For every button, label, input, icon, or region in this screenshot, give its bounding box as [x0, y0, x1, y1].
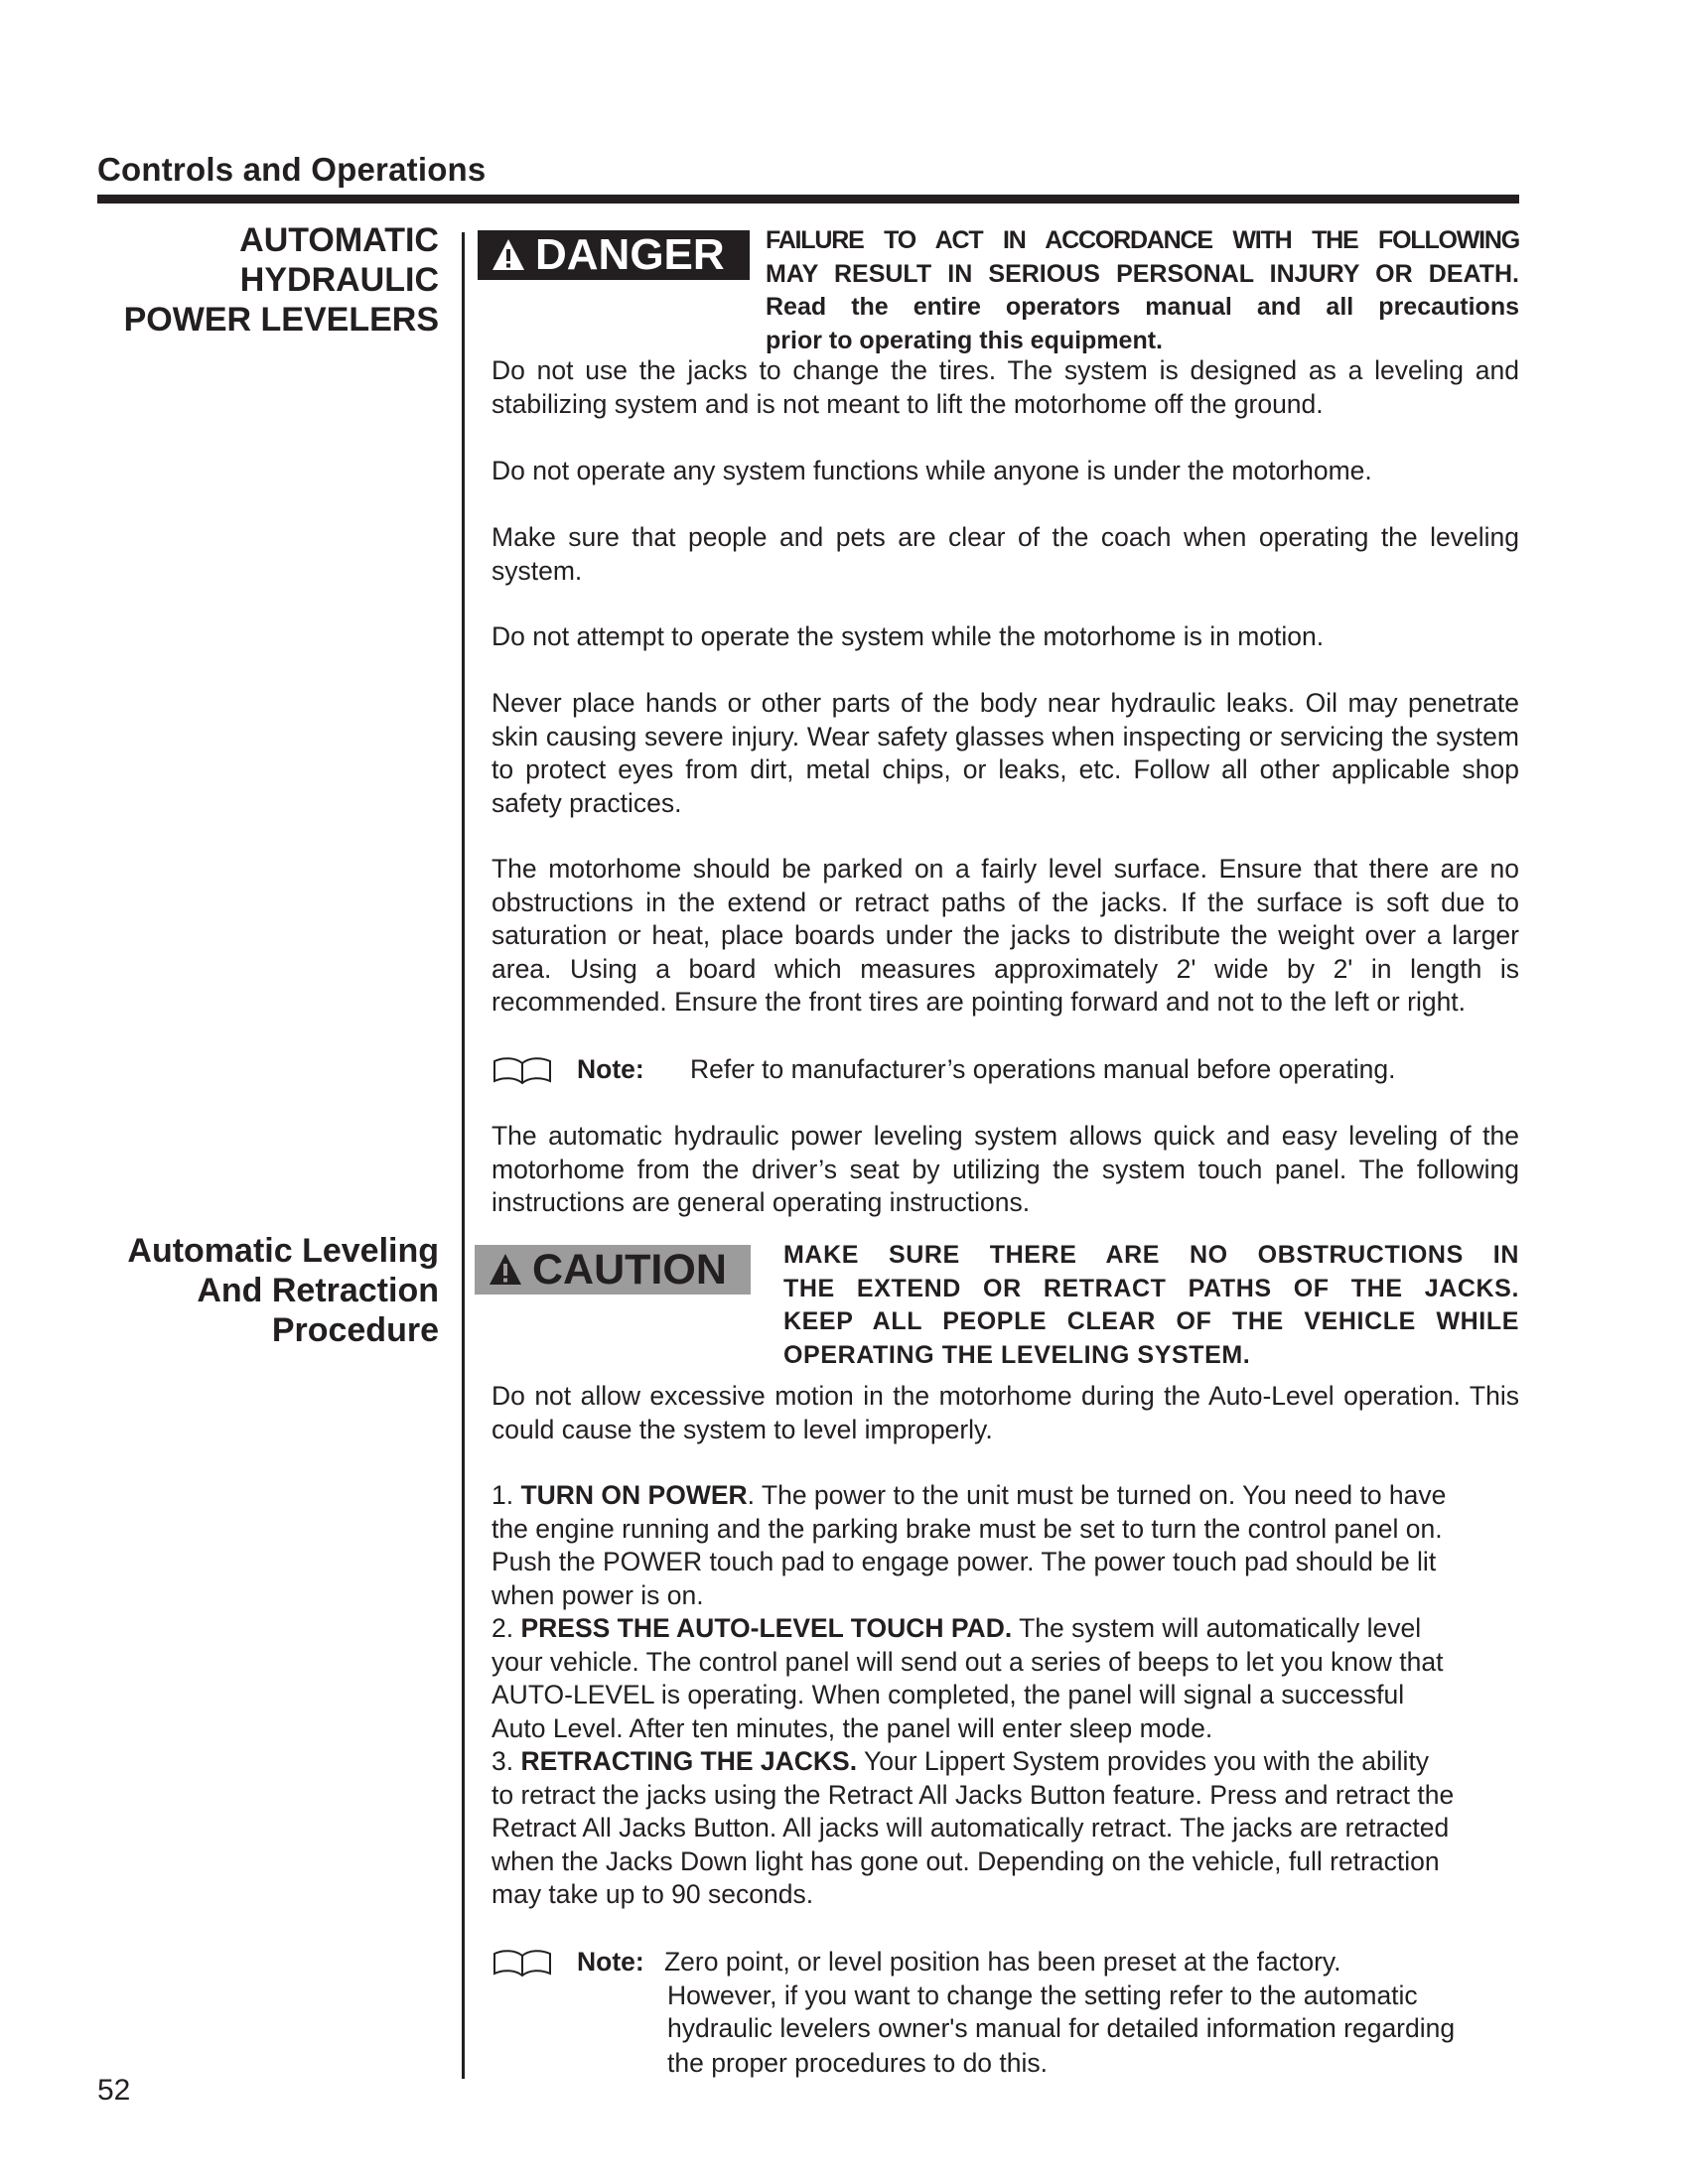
- page-header-title: Controls and Operations: [97, 151, 487, 188]
- note-text-line: However, if you want to change the setting refer to the automatic: [667, 1979, 1418, 2010]
- paragraph: [492, 455, 1519, 488]
- paragraph: [492, 620, 1519, 654]
- caution-line: THE EXTEND OR RETRACT PATHS OF THE JACKS.: [783, 1274, 1519, 1302]
- step-item: [492, 1612, 1519, 1745]
- step-text-line: Auto Level. After ten minutes, the panel will enter sleep mode.: [492, 1712, 1213, 1743]
- section-heading-line: Automatic Leveling: [127, 1232, 439, 1270]
- note-callout: [492, 1053, 1519, 1087]
- step-item: [492, 1479, 1519, 1612]
- step-text-line: Push the POWER touch pad to engage power. The power touch pad should be lit: [492, 1547, 1437, 1576]
- step-list: [492, 1479, 1519, 1912]
- step-item: [492, 1745, 1519, 1912]
- section-heading-line: Procedure: [271, 1311, 439, 1349]
- paragraph: [492, 853, 1519, 1020]
- note-callout: [492, 1946, 1519, 2085]
- caution-label: CAUTION: [532, 1245, 727, 1294]
- page-number: 52: [97, 2074, 131, 2107]
- danger-badge: [478, 230, 750, 280]
- danger-line: FAILURE TO ACT IN ACCORDANCE WITH THE FOLLOWING: [766, 226, 1519, 254]
- danger-line: prior to operating this equipment.: [766, 326, 1163, 354]
- paragraph: [492, 521, 1519, 588]
- paragraph-text: Do not use the jacks to change the tires. The system is designed as a leveling and stabilizing system and is not meant to lift the motorhome off the ground.: [492, 355, 1519, 419]
- danger-line: Read the entire operators manual and all precautions: [766, 293, 1519, 321]
- paragraph-text: Do not operate any system functions while anyone is under the motorhome.: [492, 456, 1372, 485]
- paragraph-text: The automatic hydraulic power leveling system allows quick and easy leveling of the motorhome from the driver’s seat by utilizing the system touch panel. The following instructions are general operating instructions.: [492, 1121, 1519, 1217]
- paragraph: [492, 354, 1519, 421]
- caution-line: MAKE SURE THERE ARE NO OBSTRUCTIONS IN: [783, 1241, 1519, 1269]
- paragraph-text: Make sure that people and pets are clear of the coach when operating the leveling system.: [492, 522, 1519, 586]
- section-heading-line: HYDRAULIC: [239, 261, 439, 299]
- caution-line: OPERATING THE LEVELING SYSTEM.: [783, 1340, 1251, 1369]
- note-text: Refer to manufacturer’s operations manual before operating.: [690, 1054, 1396, 1084]
- paragraph: [492, 687, 1519, 820]
- step-text-line: Retract All Jacks Button. All jacks will automatically retract. The jacks are retracted: [492, 1813, 1450, 1843]
- danger-line: MAY RESULT IN SERIOUS PERSONAL INJURY OR DEATH.: [766, 259, 1519, 288]
- note-text-line: Zero point, or level position has been preset at the factory.: [664, 1947, 1341, 1977]
- step-number: 1.: [492, 1480, 521, 1510]
- open-book-icon: [492, 1948, 553, 1978]
- note-label: Note:: [577, 1947, 644, 1977]
- section-heading-automatic-leveling: [127, 1231, 439, 1350]
- step-text-line: may take up to 90 seconds.: [492, 1879, 814, 1909]
- danger-label: DANGER: [535, 230, 725, 279]
- header-rule: [97, 195, 1519, 204]
- step-text-line: to retract the jacks using the Retract All Jacks Button feature. Press and retract the: [492, 1779, 1455, 1810]
- step-text-line: Your Lippert System provides you with the ability: [857, 1746, 1430, 1776]
- step-text-line: your vehicle. The control panel will send out a series of beeps to let you know that: [492, 1646, 1444, 1677]
- note-text-line: the proper procedures to do this.: [667, 2048, 1049, 2078]
- open-book-icon: [492, 1055, 553, 1085]
- paragraph-text: Never place hands or other parts of the body near hydraulic leaks. Oil may penetrate skin causing severe injury. Wear safety glasses when inspecting or servicing the system to protect eyes from dirt, metal chips, or leaks, etc. Follow all other applicable shop safety practices.: [492, 688, 1519, 818]
- section-heading-line: POWER LEVELERS: [123, 301, 439, 339]
- step-number: 2.: [492, 1613, 521, 1643]
- caution-line: KEEP ALL PEOPLE CLEAR OF THE VEHICLE WHILE: [783, 1307, 1519, 1335]
- step-text-line: The system will automatically level: [1012, 1613, 1422, 1643]
- step-title: RETRACTING THE JACKS.: [520, 1746, 858, 1776]
- step-text-line: the engine running and the parking brake must be set to turn the control panel on.: [492, 1513, 1443, 1544]
- step-number: 3.: [492, 1746, 521, 1776]
- paragraph-text: Do not allow excessive motion in the motorhome during the Auto-Level operation. This could cause the system to level improperly.: [492, 1381, 1519, 1444]
- warning-triangle-icon: [489, 1253, 522, 1287]
- section-heading-line: And Retraction: [197, 1272, 439, 1309]
- section-heading-automatic-hydraulic-power-levelers: [124, 220, 439, 340]
- danger-warning-text: [766, 224, 1519, 357]
- caution-badge: [475, 1245, 751, 1295]
- paragraph: [492, 1380, 1519, 1446]
- caution-warning-text: [783, 1239, 1519, 1372]
- step-text-line: . The power to the unit must be turned on. You need to have: [747, 1480, 1447, 1510]
- step-text-line: when power is on.: [492, 1579, 704, 1610]
- warning-triangle-icon: [492, 238, 525, 272]
- column-divider: [462, 232, 465, 2079]
- step-title: PRESS THE AUTO-LEVEL TOUCH PAD.: [520, 1613, 1013, 1643]
- step-text-line: AUTO-LEVEL is operating. When completed, the panel will signal a successful: [492, 1680, 1405, 1709]
- paragraph: [492, 1120, 1519, 1220]
- step-title: TURN ON POWER: [520, 1480, 748, 1510]
- note-text-line: hydraulic levelers owner's manual for detailed information regarding: [667, 2013, 1456, 2043]
- step-text-line: when the Jacks Down light has gone out. Depending on the vehicle, full retraction: [492, 1845, 1440, 1876]
- section-heading-line: AUTOMATIC: [239, 221, 439, 259]
- note-label: Note:: [577, 1054, 644, 1084]
- paragraph-text: Do not attempt to operate the system while the motorhome is in motion.: [492, 621, 1325, 651]
- paragraph-text: The motorhome should be parked on a fairly level surface. Ensure that there are no obstructions in the extend or retract paths of the jacks. If the surface is soft due to saturation or heat, place boards under the jacks to distribute the weight over a larger area. Using a board which measures approximately 2' wide by 2' in length is recommended. Ensure the front tires are pointing forward and not to the left or right.: [492, 854, 1519, 1017]
